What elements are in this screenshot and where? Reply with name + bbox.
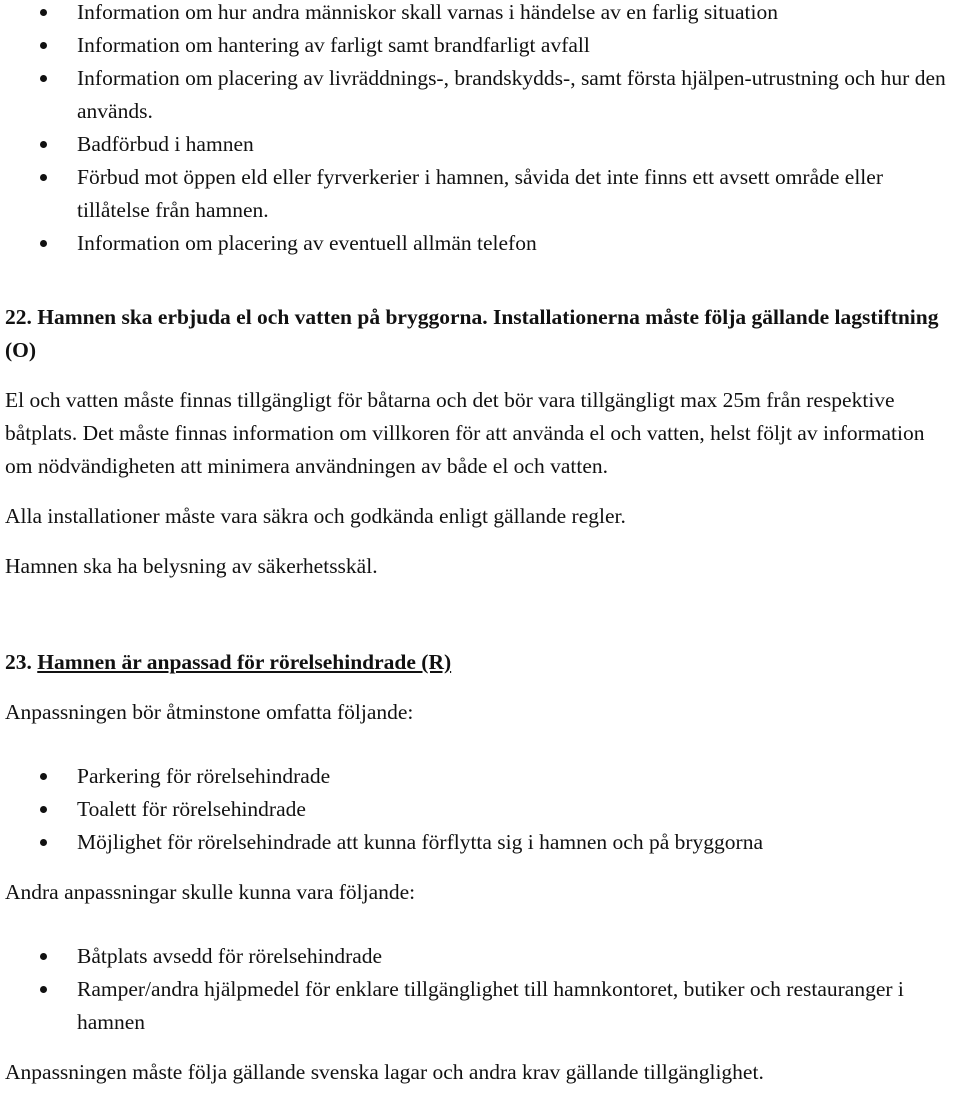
list-item: Information om hantering av farligt samt brandfarligt avfall bbox=[5, 29, 955, 62]
section-23-intro: Anpassningen bör åtminstone omfatta följande: bbox=[5, 700, 414, 724]
section-22-paragraph-3: Hamnen ska ha belysning av säkerhetsskäl. bbox=[5, 554, 378, 578]
list-item: Parkering för rörelsehindrade bbox=[5, 760, 955, 793]
section-23-list-1 bbox=[5, 760, 955, 859]
section-22-paragraph-1: El och vatten måste finnas tillgängligt för båtarna och det bör vara tillgängligt max 25m från respektive båtplats. Det måste finnas information om villkoren för att använda el och vatten, helst följt av information om nödvändigheten att minimera användningen av både el och vatten. bbox=[5, 388, 925, 478]
list-item: Möjlighet för rörelsehindrade att kunna förflytta sig i hamnen och på bryggorna bbox=[5, 826, 955, 859]
list-item: Information om hur andra människor skall varnas i händelse av en farlig situation bbox=[5, 0, 955, 29]
list-item: Information om placering av livräddnings-, brandskydds-, samt första hjälpen-utrustning och hur den används. bbox=[5, 62, 955, 128]
section-23-title: Hamnen är anpassad för rörelsehindrade (R) bbox=[37, 650, 452, 674]
section-23-heading bbox=[5, 646, 955, 679]
section-23-number: 23. bbox=[5, 650, 32, 674]
list-item: Toalett för rörelsehindrade bbox=[5, 793, 955, 826]
section-23-closing: Anpassningen måste följa gällande svenska lagar och andra krav gällande tillgänglighet. bbox=[5, 1060, 764, 1084]
section-23-intro-2: Andra anpassningar skulle kunna vara följande: bbox=[5, 880, 416, 904]
section-23-list-2 bbox=[5, 940, 955, 1039]
list-item: Information om placering av eventuell allmän telefon bbox=[5, 227, 955, 260]
list-item: Förbud mot öppen eld eller fyrverkerier i hamnen, såvida det inte finns ett avsett område eller tillåtelse från hamnen. bbox=[5, 161, 955, 227]
top-bullet-list bbox=[5, 0, 955, 260]
section-22-paragraph-2: Alla installationer måste vara säkra och godkända enligt gällande regler. bbox=[5, 504, 626, 528]
list-item: Ramper/andra hjälpmedel för enklare tillgänglighet till hamnkontoret, butiker och restauranger i hamnen bbox=[5, 973, 955, 1039]
list-item: Badförbud i hamnen bbox=[5, 128, 955, 161]
document-page bbox=[5, 0, 955, 1089]
list-item: Båtplats avsedd för rörelsehindrade bbox=[5, 940, 955, 973]
section-22-heading: 22. Hamnen ska erbjuda el och vatten på bryggorna. Installationerna måste följa gällande lagstiftning (O) bbox=[5, 305, 939, 362]
